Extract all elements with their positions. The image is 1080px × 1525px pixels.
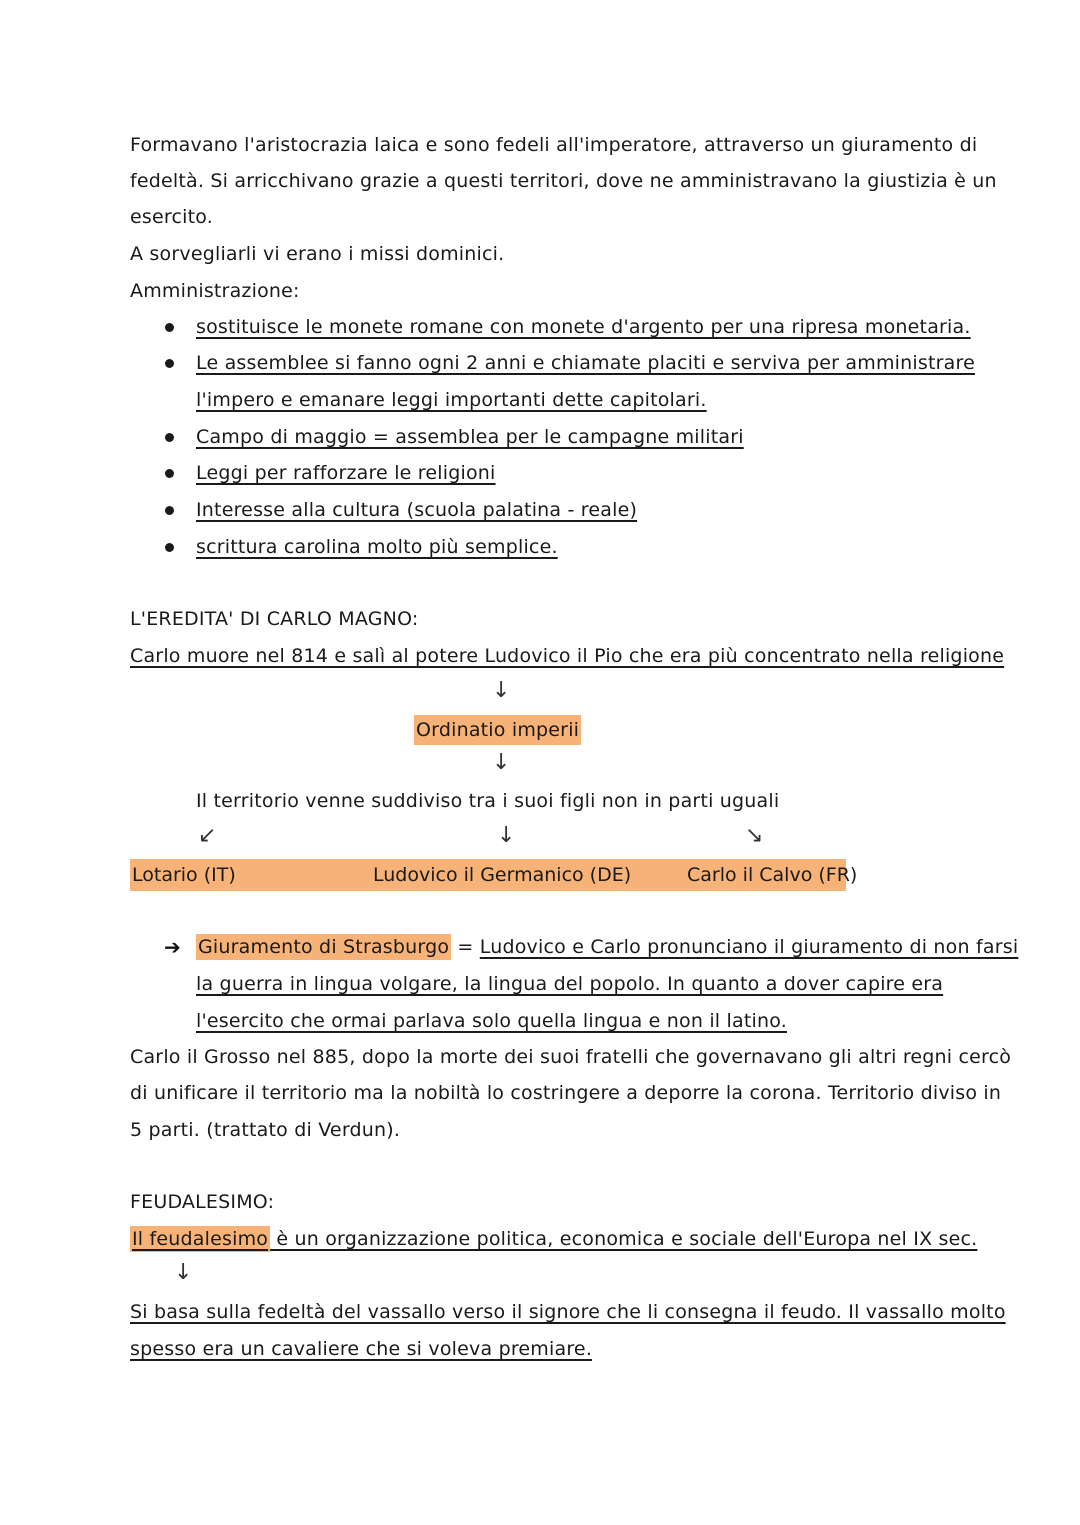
missi-line: A sorvegliarli vi erano i missi dominici. [130,243,505,265]
figlio-ludovico: Ludovico il Germanico (DE) [373,864,632,886]
bullet-icon [165,543,174,552]
figlio-lotario: Lotario (IT) [132,864,236,886]
admin-item: Interesse alla cultura (scuola palatina - reale) [196,499,638,521]
feudalesimo-term: Il feudalesimo [132,1228,269,1250]
admin-item-continuation: l'impero e emanare leggi importanti dette capitolari. [196,389,707,411]
admin-item: Campo di maggio = assemblea per le campagne militari [196,426,744,448]
strasburgo-term: Giuramento di Strasburgo [198,936,450,958]
strasburgo-line: Giuramento di Strasburgo = Ludovico e Carlo pronunciano il giuramento di non farsi [198,936,1019,958]
down-right-arrow-icon: ↘ [745,823,764,848]
bullet-icon [165,359,174,368]
ordinatio-term: Ordinatio imperii [414,715,581,745]
vassallo-line: spesso era un cavaliere che si voleva premiare. [130,1338,593,1360]
paragraph-line: esercito. [130,206,213,228]
grosso-line: Carlo il Grosso nel 885, dopo la morte dei suoi fratelli che governavano gli altri regni cercò [130,1046,1012,1068]
down-arrow-icon: ↓ [174,1260,193,1285]
eredita-line: Carlo muore nel 814 e salì al potere Ludovico il Pio che era più concentrato nella religione [130,645,1005,667]
admin-heading: Amministrazione: [130,280,300,302]
strasburgo-text: l'esercito che ormai parlava solo quella lingua e non il latino. [196,1010,787,1032]
admin-item: scrittura carolina molto più semplice. [196,536,558,558]
admin-item: sostituisce le monete romane con monete d'argento per una ripresa monetaria. [196,316,971,338]
right-arrow-icon: ➔ [164,935,181,959]
down-left-arrow-icon: ↙ [198,823,217,848]
admin-item: Leggi per rafforzare le religioni [196,462,496,484]
bullet-icon [165,506,174,515]
down-arrow-icon: ↓ [492,750,511,775]
eredita-heading: L'EREDITA' DI CARLO MAGNO: [130,608,419,630]
paragraph-line: fedeltà. Si arricchivano grazie a questi territori, dove ne amministravano la giustizia è un [130,170,997,192]
feudalesimo-heading: FEUDALESIMO: [130,1191,275,1213]
bullet-icon [165,469,174,478]
down-arrow-icon: ↓ [492,678,511,703]
vassallo-line: Si basa sulla fedeltà del vassallo verso il signore che li consegna il feudo. Il vassallo molto [130,1301,1006,1323]
bullet-icon [165,323,174,332]
bullet-icon [165,433,174,442]
grosso-line: di unificare il territorio ma la nobiltà lo costringere a deporre la corona. Territorio diviso in [130,1082,1002,1104]
down-arrow-icon: ↓ [497,823,516,848]
grosso-line: 5 parti. (trattato di Verdun). [130,1119,401,1141]
figli-band [130,859,858,891]
territorio-line: Il territorio venne suddiviso tra i suoi figli non in parti uguali [196,790,780,812]
strasburgo-text: la guerra in lingua volgare, la lingua del popolo. In quanto a dover capire era [196,973,944,995]
paragraph-line: Formavano l'aristocrazia laica e sono fedeli all'imperatore, attraverso un giuramento di [130,134,978,156]
strasburgo-text: Ludovico e Carlo pronunciano il giuramento di non farsi [479,936,1019,958]
admin-item: Le assemblee si fanno ogni 2 anni e chiamate placiti e serviva per amministrare [196,352,975,374]
feudalesimo-line: Il feudalesimo è un organizzazione politica, economica e sociale dell'Europa nel IX sec. [132,1228,978,1250]
figlio-carlo: Carlo il Calvo (FR) [687,864,858,886]
